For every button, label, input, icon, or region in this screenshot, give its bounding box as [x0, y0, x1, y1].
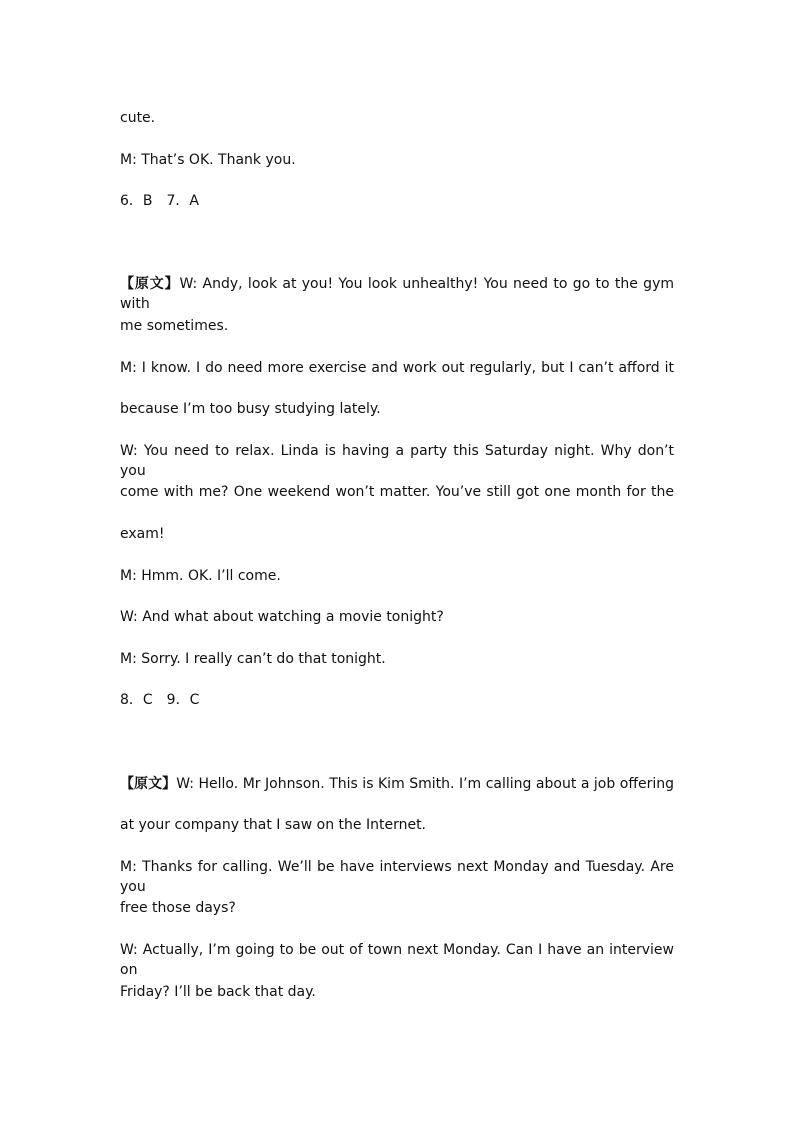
dialogue-line: M: I know. I do need more exercise and work out regularly, but I can’t afford it [120, 360, 674, 376]
dialogue-line: exam! [120, 526, 165, 542]
dialogue-line: W: And what about watching a movie tonight? [120, 609, 444, 625]
answer-line: 6．B 7．A [120, 193, 199, 209]
dialogue-line: because I’m too busy studying lately. [120, 401, 381, 417]
text-line: M: That’s OK. Thank you. [120, 152, 296, 168]
dialogue-line: M: Sorry. I really can’t do that tonight. [120, 651, 386, 667]
dialogue-line: W: Actually, I’m going to be out of town next Monday. Can I have an interview on [120, 942, 674, 978]
text-line: cute. [120, 110, 156, 126]
dialogue-line: M: Thanks for calling. We’ll be have interviews next Monday and Tuesday. Are you [120, 859, 674, 895]
dialogue-line: 【原文】W: Hello. Mr Johnson. This is Kim Smith. I’m calling about a job offering [120, 776, 674, 792]
original-text-tag: 【原文】 [120, 776, 177, 792]
dialogue-line: Friday? I’ll be back that day. [120, 984, 316, 1000]
dialogue-line: free those days? [120, 900, 236, 916]
dialogue-line: at your company that I saw on the Internet. [120, 817, 427, 833]
dialogue-line: W: You need to relax. Linda is having a party this Saturday night. Why don’t you [120, 443, 674, 479]
dialogue-line: me sometimes. [120, 318, 229, 334]
dialogue-line: M: Hmm. OK. I’ll come. [120, 568, 281, 584]
answer-line: 8．C 9．C [120, 692, 200, 708]
dialogue-line: come with me? One weekend won’t matter. You’ve still got one month for the [120, 484, 674, 500]
dialogue-line: 【原文】W: Andy, look at you! You look unhealthy! You need to go to the gym with [120, 276, 674, 312]
original-text-tag: 【原文】 [120, 276, 180, 292]
